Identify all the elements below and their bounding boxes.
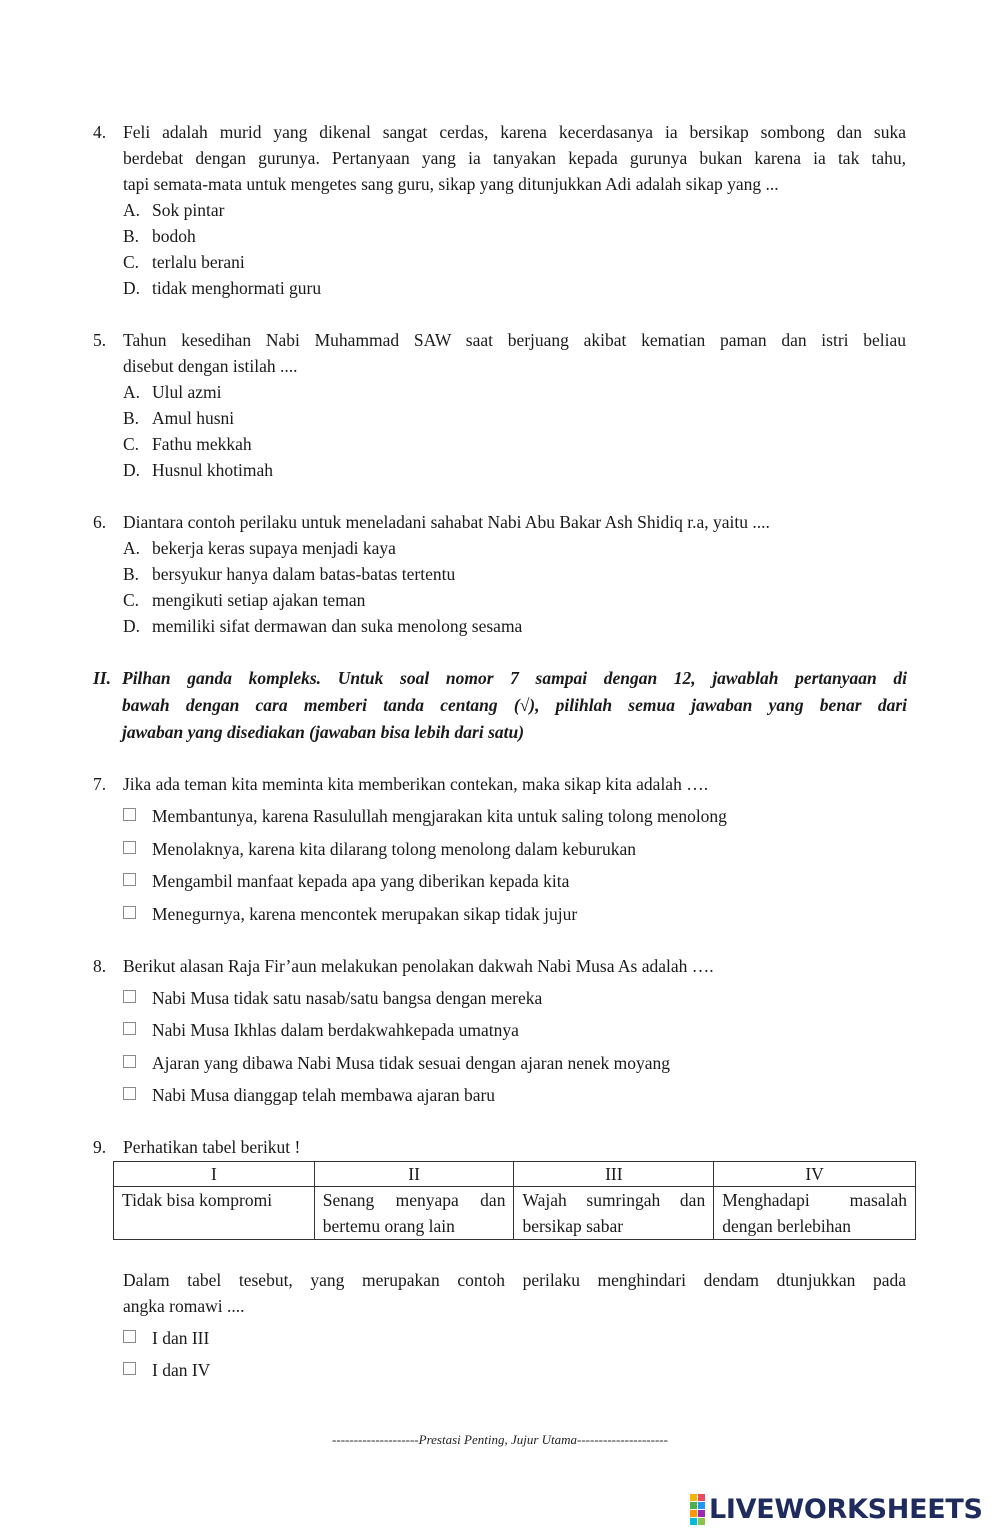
- q8-option-3[interactable]: Ajaran yang dibawa Nabi Musa tidak sesuai dengan ajaran nenek moyang: [152, 1053, 671, 1073]
- logo-square: [698, 1494, 705, 1501]
- q4-option-c[interactable]: terlalu berani: [152, 252, 245, 272]
- logo-square: [690, 1518, 697, 1525]
- q4-option-a-letter: A.: [123, 200, 141, 220]
- q9-question: Perhatikan tabel berikut !: [123, 1137, 301, 1157]
- logo-square: [698, 1510, 705, 1517]
- brand-name: LIVEWORKSHEETS: [709, 1493, 983, 1525]
- table-cell-ii: [314, 1187, 514, 1240]
- q6-option-c[interactable]: mengikuti setiap ajakan teman: [152, 590, 366, 610]
- table-cell-i: [114, 1187, 315, 1240]
- table-cell-line: bersikap sabar: [522, 1216, 624, 1236]
- table-cell-line: [122, 1213, 306, 1239]
- liveworksheets-logo-icon: [690, 1494, 705, 1525]
- q8-option-4[interactable]: Nabi Musa dianggap telah membawa ajaran baru: [152, 1085, 496, 1105]
- q7-option-2[interactable]: Menolaknya, karena kita dilarang tolong menolong dalam keburukan: [152, 839, 637, 859]
- table-cell-line: Tidak bisa kompromi: [122, 1190, 273, 1210]
- q7-checkbox-3[interactable]: [123, 873, 136, 886]
- q9-number: 9.: [93, 1137, 107, 1157]
- table-header-cell: IV: [714, 1162, 916, 1187]
- q8-checkbox-3[interactable]: [123, 1055, 136, 1068]
- q8-option-2[interactable]: Nabi Musa Ikhlas dalam berdakwahkepada umatnya: [152, 1020, 519, 1040]
- q5-option-d[interactable]: Husnul khotimah: [152, 460, 274, 480]
- liveworksheets-brand[interactable]: [690, 1494, 983, 1524]
- q5-option-a-letter: A.: [123, 382, 141, 402]
- table-cell-line: dengan berlebihan: [722, 1216, 851, 1236]
- q7-option-1[interactable]: Membantunya, karena Rasulullah mengjarakan kita untuk saling tolong menolong: [152, 806, 727, 826]
- q7-checkbox-2[interactable]: [123, 841, 136, 854]
- q4-question-line-1: Feli adalah murid yang dikenal sangat cerdas, karena kecerdasanya ia bersikap sombong dan suka: [123, 122, 906, 142]
- section2-number: II.: [93, 668, 111, 688]
- logo-square: [690, 1510, 697, 1517]
- logo-square: [698, 1518, 705, 1525]
- section2-instruction-line-2: bawah dengan cara memberi tanda centang (√), pilihlah semua jawaban yang benar dari: [122, 695, 907, 715]
- table-row: [114, 1187, 916, 1240]
- q5-question-line-1: Tahun kesedihan Nabi Muhammad SAW saat berjuang akibat kematian paman dan istri beliau: [123, 330, 906, 350]
- q7-number: 7.: [93, 774, 107, 794]
- table-header-cell: II: [314, 1162, 514, 1187]
- table-cell-iii: [514, 1187, 714, 1240]
- table-cell-line: Wajah sumringah dan: [522, 1190, 706, 1210]
- table-cell-line: Menghadapi masalah: [722, 1190, 907, 1210]
- q7-option-3[interactable]: Mengambil manfaat kepada apa yang diberikan kepada kita: [152, 871, 570, 891]
- section2-instruction-line-3: jawaban yang disediakan (jawaban bisa lebih dari satu): [122, 722, 525, 742]
- table-cell-iv: [714, 1187, 916, 1240]
- q9-checkbox-2[interactable]: [123, 1362, 136, 1375]
- q6-option-d[interactable]: memiliki sifat dermawan dan suka menolong sesama: [152, 616, 523, 636]
- q5-number: 5.: [93, 330, 107, 350]
- table-header-cell: I: [114, 1162, 315, 1187]
- q9-option-1[interactable]: I dan III: [152, 1328, 210, 1348]
- q6-option-a-letter: A.: [123, 538, 141, 558]
- q7-option-4[interactable]: Menegurnya, karena mencontek merupakan sikap tidak jujur: [152, 904, 578, 924]
- q7-question: Jika ada teman kita meminta kita memberikan contekan, maka sikap kita adalah ….: [123, 774, 709, 794]
- q6-option-d-letter: D.: [123, 616, 141, 636]
- page-footer: --------------------Prestasi Penting, Jujur Utama---------------------: [332, 1432, 668, 1447]
- q9-followup-line-2: angka romawi ....: [123, 1296, 245, 1316]
- q8-checkbox-2[interactable]: [123, 1022, 136, 1035]
- q6-option-b-letter: B.: [123, 564, 140, 584]
- q6-question-line-1: Diantara contoh perilaku untuk meneladani sahabat Nabi Abu Bakar Ash Shidiq r.a, yaitu ....: [123, 512, 770, 532]
- q4-option-b[interactable]: bodoh: [152, 226, 196, 246]
- q8-option-1[interactable]: Nabi Musa tidak satu nasab/satu bangsa dengan mereka: [152, 988, 543, 1008]
- q6-option-b[interactable]: bersyukur hanya dalam batas-batas tertentu: [152, 564, 456, 584]
- q5-option-c[interactable]: Fathu mekkah: [152, 434, 252, 454]
- section2-instruction-line-1: Pilhan ganda kompleks. Untuk soal nomor 7 sampai dengan 12, jawablah pertanyaan di: [122, 668, 907, 688]
- q6-option-a[interactable]: bekerja keras supaya menjadi kaya: [152, 538, 396, 558]
- q4-option-d[interactable]: tidak menghormati guru: [152, 278, 322, 298]
- q8-number: 8.: [93, 956, 107, 976]
- q5-option-b[interactable]: Amul husni: [152, 408, 235, 428]
- q7-checkbox-4[interactable]: [123, 906, 136, 919]
- q9-table: [113, 1161, 916, 1240]
- q4-option-b-letter: B.: [123, 226, 140, 246]
- table-header-row: [114, 1162, 916, 1187]
- q4-question-line-3: tapi semata-mata untuk mengetes sang guru, sikap yang ditunjukkan Adi adalah sikap yang ...: [123, 174, 779, 194]
- q9-option-2[interactable]: I dan IV: [152, 1360, 211, 1380]
- q5-option-d-letter: D.: [123, 460, 141, 480]
- q7-checkbox-1[interactable]: [123, 808, 136, 821]
- q5-option-c-letter: C.: [123, 434, 140, 454]
- q8-question: Berikut alasan Raja Fir’aun melakukan penolakan dakwah Nabi Musa As adalah ….: [123, 956, 714, 976]
- table-cell-line: bertemu orang lain: [322, 1216, 455, 1236]
- table-header-cell: III: [514, 1162, 714, 1187]
- q6-option-c-letter: C.: [123, 590, 140, 610]
- q9-checkbox-1[interactable]: [123, 1330, 136, 1343]
- table-cell-line: Senang menyapa dan: [322, 1190, 506, 1210]
- q5-question-line-2: disebut dengan istilah ....: [123, 356, 298, 376]
- q4-option-c-letter: C.: [123, 252, 140, 272]
- logo-square: [690, 1494, 697, 1501]
- q6-number: 6.: [93, 512, 107, 532]
- logo-square: [690, 1502, 697, 1509]
- q4-number: 4.: [93, 122, 107, 142]
- q9-followup-line-1: Dalam tabel tesebut, yang merupakan contoh perilaku menghindari dendam dtunjukkan pada: [123, 1270, 906, 1290]
- q8-checkbox-4[interactable]: [123, 1087, 136, 1100]
- q5-option-a[interactable]: Ulul azmi: [152, 382, 222, 402]
- q5-option-b-letter: B.: [123, 408, 140, 428]
- q8-checkbox-1[interactable]: [123, 990, 136, 1003]
- logo-square: [698, 1502, 705, 1509]
- q4-question-line-2: berdebat dengan gurunya. Pertanyaan yang ia tanyakan kepada gurunya bukan karena ia tak tahu,: [123, 148, 906, 168]
- q4-option-a[interactable]: Sok pintar: [152, 200, 225, 220]
- q4-option-d-letter: D.: [123, 278, 141, 298]
